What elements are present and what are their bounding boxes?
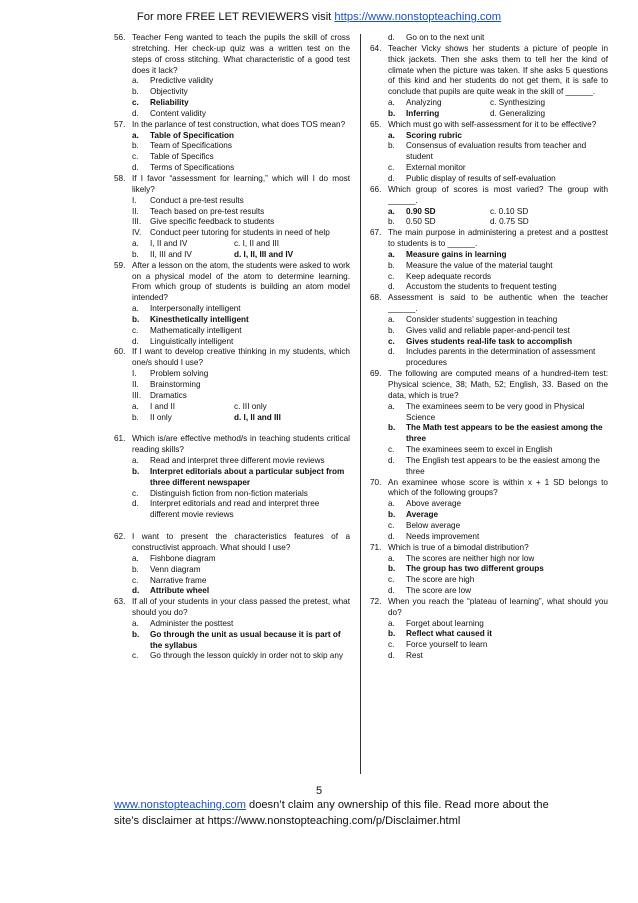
footer-link[interactable]: www.nonstopteaching.com — [114, 799, 246, 811]
question-number: 62. — [114, 532, 126, 542]
option-text: The score are high — [406, 575, 475, 585]
question-number: 71. — [370, 542, 382, 552]
option-text: Consensus of evaluation results from teacher and student — [406, 141, 587, 162]
option-letter: c. — [132, 325, 139, 335]
option — [114, 554, 350, 565]
option-letter: c. — [388, 520, 395, 530]
option — [114, 576, 350, 587]
question-number: 66. — [370, 184, 382, 194]
option-letter: b. — [388, 260, 395, 270]
option-letter: b. — [388, 510, 396, 520]
question — [114, 120, 350, 131]
option-text: Give specific feedback to students — [150, 217, 275, 227]
question-text: I want to present the characteristics features of a constructivist approach. What should I use? — [132, 532, 350, 552]
left-column — [114, 33, 350, 662]
option-letter: a. — [132, 239, 139, 249]
option-text: d. I, II and III — [234, 412, 281, 422]
option-letter: a. — [132, 456, 139, 466]
option-text: The group has two different groups — [406, 564, 544, 574]
question — [370, 543, 608, 554]
option — [114, 98, 350, 109]
question-text: If I want to develop creative thinking in my students, which one/s should I use? — [132, 347, 350, 368]
option — [370, 250, 608, 261]
option-letter: III. — [132, 390, 142, 400]
option-text: Inferring — [406, 108, 440, 118]
option — [370, 575, 608, 586]
question — [370, 228, 608, 250]
option-letter: d. — [388, 173, 395, 183]
option-text: Average — [406, 510, 439, 520]
option-letter: b. — [388, 564, 396, 574]
option-letter: a. — [388, 98, 395, 108]
option — [370, 510, 608, 521]
option-text: Problem solving — [150, 369, 209, 379]
option — [114, 228, 350, 239]
option-pair — [370, 109, 608, 120]
option-letter: a. — [132, 553, 139, 563]
option-letter: III. — [132, 217, 142, 227]
option-text: Force yourself to learn — [406, 640, 488, 650]
question-text: An examinee whose score is within x + 1 SD belongs to which of the following groups? — [388, 477, 608, 498]
page-header — [0, 11, 638, 23]
question-text: In the parlance of test construction, what does TOS mean? — [132, 119, 346, 129]
option-text: Interpret editorials and read and interpret three different movie reviews — [150, 499, 320, 520]
question — [370, 293, 608, 315]
option-pair — [114, 402, 350, 413]
spacer — [114, 521, 350, 532]
option-letter: d. — [388, 586, 395, 596]
option-letter: d. — [388, 531, 395, 541]
option-text: Interpersonally intelligent — [150, 304, 241, 314]
option-text: d. Generalizing — [490, 108, 546, 118]
option-letter: a. — [132, 304, 139, 314]
option-text: Conduct a pre-test results — [150, 195, 244, 205]
option — [370, 445, 608, 456]
option-text: Dramatics — [150, 390, 187, 400]
question-text: Which is/are effective method/s in teaching students critical reading skills? — [132, 434, 350, 455]
page-number: 5 — [315, 785, 323, 797]
header-text: For more FREE LET REVIEWERS visit — [136, 11, 335, 23]
option — [114, 141, 350, 152]
option-text: Rest — [406, 651, 423, 661]
option-text: Go through the unit as usual because it is part of the syllabus — [150, 629, 341, 650]
question-text: The main purpose in administering a pretest and a posttest to students is to ______. — [388, 228, 608, 249]
question-text: If all of your students in your class passed the pretest, what should you do? — [132, 597, 350, 618]
option-text: Administer the posttest — [150, 618, 234, 628]
option — [370, 33, 608, 44]
question-text: Teacher Vicky shows her students a picture of people in thick jackets. Then she asks them to tell her the kind of climate when the picture was taken. If she asks 5 questions of this kind and her students do not get them, it is safe to conclude that pupils are quite weak in the skill of ______. — [388, 43, 608, 97]
option-letter: b. — [388, 423, 396, 433]
option — [370, 619, 608, 630]
option — [370, 131, 608, 142]
question-text: Assessment is said to be authentic when the teacher ______. — [388, 293, 608, 314]
question-number: 67. — [370, 228, 382, 238]
question-text: Teacher Feng wanted to teach the pupils the skill of cross stretching. Her check-up quiz was a written test on the steps of cross stitching. What characteristic of a good test does it lack? — [132, 33, 350, 75]
option — [114, 217, 350, 228]
option — [114, 315, 350, 326]
option-text: The examinees seem to excel in English — [406, 445, 553, 455]
question — [114, 597, 350, 619]
option-letter: b. — [132, 141, 139, 151]
question-number: 65. — [370, 119, 382, 129]
option-text: Distinguish fiction from non-fiction materials — [150, 488, 308, 498]
option-text: The scores are neither high nor low — [406, 553, 535, 563]
option — [370, 141, 608, 163]
option-pair — [370, 98, 608, 109]
option — [370, 554, 608, 565]
option — [114, 207, 350, 218]
column-divider — [360, 34, 361, 774]
option — [114, 586, 350, 597]
option-letter: a. — [132, 130, 139, 140]
option — [114, 630, 350, 652]
option-letter: c. — [388, 445, 395, 455]
question — [114, 174, 350, 196]
option-text: Scoring rubric — [406, 130, 462, 140]
question-text: After a lesson on the atom, the students were asked to work on a physical model of the atom to determine learning. From which group of students is building an atom model intended? — [132, 260, 350, 303]
option-text: Forget about learning — [406, 618, 484, 628]
option-letter: d. — [388, 347, 395, 357]
option — [370, 174, 608, 185]
option-letter: c. — [132, 488, 139, 498]
option-letter: b. — [388, 325, 395, 335]
option-letter: c. — [388, 336, 395, 346]
option — [388, 109, 490, 120]
question-text: If I favor “assessment for learning,” which will I do most likely? — [132, 173, 350, 194]
option-text: d. I, II, III and IV — [234, 249, 294, 259]
option-text: Narrative frame — [150, 575, 207, 585]
question-number: 72. — [370, 596, 382, 606]
option — [114, 651, 350, 662]
option — [132, 413, 234, 424]
option-letter: d. — [132, 499, 139, 509]
option-text: Content validity — [150, 108, 206, 118]
option-letter: c. — [132, 98, 139, 108]
option-text: Conduct peer tutoring for students in need of help — [150, 228, 330, 238]
option-letter: b. — [388, 629, 396, 639]
option — [114, 163, 350, 174]
option-letter: d. — [132, 336, 139, 346]
option — [370, 347, 608, 369]
option-letter: a. — [388, 618, 395, 628]
option-text: The Math test appears to be the easiest among the three — [406, 423, 603, 444]
option-letter: a. — [388, 130, 395, 140]
option — [114, 369, 350, 380]
option-letter: d. — [388, 33, 395, 42]
option — [370, 586, 608, 597]
question-number: 60. — [114, 347, 126, 357]
option-text: Measure gains in learning — [406, 249, 507, 259]
option-text: Brainstorming — [150, 380, 201, 389]
option-pair — [370, 207, 608, 218]
option-letter: a. — [132, 401, 139, 411]
option-text: 0.50 SD — [406, 217, 436, 227]
option — [114, 565, 350, 576]
option-letter: b. — [132, 629, 140, 639]
header-link[interactable]: https://www.nonstopteaching.com — [334, 11, 502, 23]
option-letter: c. — [132, 575, 139, 585]
option-letter: a. — [388, 249, 395, 259]
option-letter: d. — [388, 455, 395, 465]
option — [114, 380, 350, 391]
question — [114, 261, 350, 304]
option-letter: d. — [132, 163, 139, 173]
option-text: Mathematically intelligent — [150, 325, 242, 335]
question-number: 70. — [370, 477, 382, 487]
option-text: Fishbone diagram — [150, 553, 216, 563]
option — [370, 163, 608, 174]
option-letter: II. — [132, 206, 139, 216]
option-text: c. 0.10 SD — [490, 206, 529, 216]
option — [114, 391, 350, 402]
option-letter: I. — [132, 195, 137, 205]
option-text: Go on to the next unit — [406, 33, 485, 42]
option — [370, 640, 608, 651]
option-pair — [370, 217, 608, 228]
option-text: I, II and IV — [150, 239, 188, 249]
option — [370, 521, 608, 532]
option-text: Table of Specification — [150, 130, 235, 140]
question — [114, 347, 350, 369]
option-text: Venn diagram — [150, 564, 201, 574]
option-text: Teach based on pre-test results — [150, 206, 265, 216]
option-text: Public display of results of self-evaluation — [406, 173, 556, 183]
option-letter: b. — [388, 217, 395, 227]
option-pair — [114, 250, 350, 261]
option — [370, 456, 608, 478]
option — [114, 87, 350, 98]
question-text: Which is true of a bimodal distribution? — [388, 542, 529, 552]
option — [114, 131, 350, 142]
question-number: 63. — [114, 597, 126, 607]
option — [114, 337, 350, 348]
option — [114, 467, 350, 489]
option-letter: I. — [132, 369, 137, 379]
option — [114, 489, 350, 500]
option-letter: II. — [132, 380, 139, 389]
option-letter: c. — [388, 271, 395, 281]
option-text: Go through the lesson quickly in order not to skip any — [150, 651, 343, 661]
option — [370, 337, 608, 348]
question-text: Which must go with self-assessment for it to be effective? — [388, 119, 597, 129]
question-text: The following are computed means of a hundred-item test: Physical science, 38; Math, 52; English, 33. Based on the data, which is true? — [388, 369, 608, 400]
option-letter: a. — [388, 553, 395, 563]
question — [370, 120, 608, 131]
option — [114, 304, 350, 315]
option-text: Table of Specifics — [150, 152, 214, 162]
option — [370, 423, 608, 445]
option — [114, 619, 350, 630]
option-text: Needs improvement — [406, 531, 480, 541]
option-letter: a. — [388, 206, 395, 216]
option-letter: c. — [132, 152, 139, 162]
question — [114, 33, 350, 76]
option-text: External monitor — [406, 163, 466, 173]
option — [132, 239, 234, 250]
option-text: Keep adequate records — [406, 271, 492, 281]
footer-text: doesn’t claim any ownership of this file. Read more about the site’s disclaimer at https://www.nonstopteaching.com/p/Disclaimer.html — [114, 799, 549, 827]
option — [370, 532, 608, 543]
option-text: c. Synthesizing — [490, 98, 546, 108]
question — [370, 478, 608, 500]
option-text: Gives students real-life task to accomplish — [406, 336, 573, 346]
option-text: Above average — [406, 499, 462, 509]
option — [114, 326, 350, 337]
question — [114, 434, 350, 456]
option — [370, 564, 608, 575]
option — [370, 282, 608, 293]
option-letter: a. — [132, 618, 139, 628]
option-text: c. I, II and III — [234, 239, 280, 249]
option-letter: d. — [388, 282, 395, 292]
option — [370, 499, 608, 510]
option-text: Accustom the students to frequent testing — [406, 282, 557, 292]
option-text: Analyzing — [406, 98, 442, 108]
option-text: Kinesthetically intelligent — [150, 314, 249, 324]
question-number: 56. — [114, 33, 126, 42]
option — [114, 109, 350, 120]
option — [388, 98, 490, 109]
option-letter: a. — [132, 76, 139, 86]
question — [370, 597, 608, 619]
option — [114, 152, 350, 163]
option-letter: b. — [132, 412, 139, 422]
question-number: 58. — [114, 173, 126, 183]
option-letter: b. — [132, 466, 140, 476]
option-text: Includes parents in the determination of assessment procedures — [406, 347, 596, 368]
option — [114, 499, 350, 521]
option — [370, 261, 608, 272]
option-text: Gives valid and reliable paper-and-pencil test — [406, 325, 570, 335]
option — [370, 629, 608, 640]
option-letter: IV. — [132, 228, 142, 238]
option-text: Objectivity — [150, 87, 188, 97]
question — [114, 532, 350, 554]
question-text: When you reach the “plateau of learning”, what should you do? — [388, 596, 608, 617]
option-letter: d. — [388, 651, 395, 661]
question-number: 61. — [114, 434, 126, 444]
option-letter: c. — [388, 163, 395, 173]
option-text: II only — [150, 412, 172, 422]
option-letter: a. — [388, 499, 395, 509]
right-column — [370, 33, 608, 662]
question — [370, 369, 608, 402]
question-number: 57. — [114, 119, 126, 129]
option — [370, 272, 608, 283]
option — [370, 402, 608, 424]
option-text: 0.90 SD — [406, 206, 436, 216]
option — [388, 217, 490, 228]
option-text: Predictive validity — [150, 76, 214, 86]
option-text: The score are low — [406, 586, 472, 596]
option-text: The examinees seem to be very good in Physical Science — [406, 401, 585, 422]
question-number: 68. — [370, 293, 382, 303]
question-text: Which group of scores is most varied? The group with ______. — [388, 184, 608, 205]
question-number: 64. — [370, 43, 382, 53]
option-text: II, III and IV — [150, 249, 192, 259]
option — [370, 651, 608, 662]
option — [132, 250, 234, 261]
question — [370, 44, 608, 98]
option — [370, 315, 608, 326]
option-text: Read and interpret three different movie reviews — [150, 456, 325, 466]
question-number: 59. — [114, 260, 126, 270]
option-letter: b. — [388, 141, 395, 151]
option-text: Attribute wheel — [150, 586, 210, 596]
option-text: Reliability — [150, 98, 189, 108]
option-letter: b. — [132, 87, 139, 97]
spacer — [114, 423, 350, 434]
option — [132, 402, 234, 413]
option — [114, 456, 350, 467]
option-letter: d. — [132, 108, 139, 118]
question-number: 69. — [370, 369, 382, 379]
option-letter: d. — [132, 586, 140, 596]
option-text: Team of Specifications — [150, 141, 232, 151]
option-letter: b. — [132, 314, 140, 324]
option-pair — [114, 239, 350, 250]
option-text: Below average — [406, 520, 461, 530]
option-letter: c. — [388, 640, 395, 650]
option-text: Terms of Specifications — [150, 163, 235, 173]
option-text: c. III only — [234, 401, 267, 411]
option-letter: b. — [132, 249, 139, 259]
option-letter: a. — [388, 314, 395, 324]
option-pair — [114, 413, 350, 424]
option-letter: b. — [132, 564, 139, 574]
option-text: The English test appears to be the easiest among the three — [406, 455, 600, 476]
option-letter: c. — [388, 575, 395, 585]
option — [370, 326, 608, 337]
option-text: Measure the value of the material taught — [406, 260, 553, 270]
option-letter: a. — [388, 401, 395, 411]
option-text: I and II — [150, 401, 176, 411]
option — [114, 76, 350, 87]
option — [388, 207, 490, 218]
option-letter: b. — [388, 108, 396, 118]
page-footer — [114, 798, 554, 829]
option — [114, 196, 350, 207]
option-text: d. 0.75 SD — [490, 217, 529, 227]
option-letter: c. — [132, 651, 139, 661]
option-text: Linguistically intelligent — [150, 336, 234, 346]
question — [370, 185, 608, 207]
option-text: Interpret editorials about a particular subject from three different newspaper — [150, 466, 345, 487]
option-text: Consider students’ suggestion in teaching — [406, 314, 558, 324]
option-text: Reflect what caused it — [406, 629, 492, 639]
